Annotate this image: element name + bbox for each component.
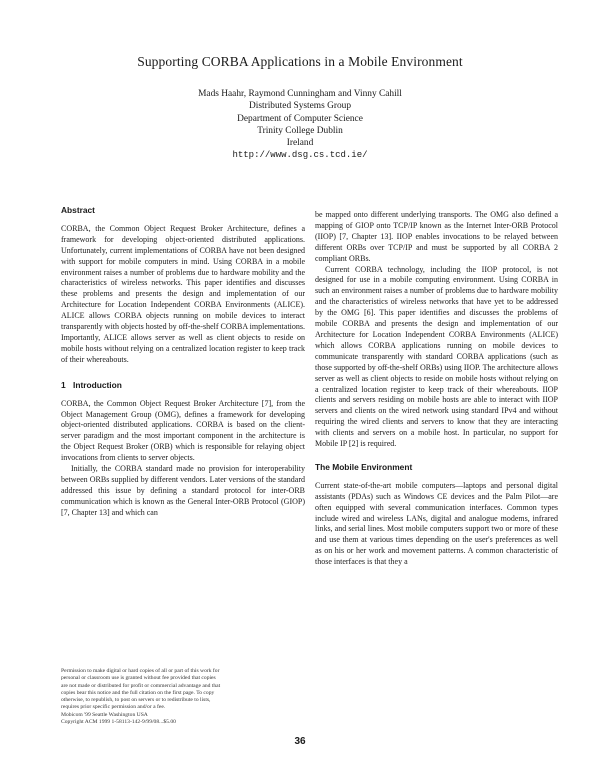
page-number: 36 [294, 736, 306, 747]
author-block [0, 88, 600, 162]
author-url[interactable]: http://www.dsg.cs.tcd.ie/ [232, 150, 368, 161]
author-country: Ireland [286, 138, 314, 149]
footnote-line: are not made or distributed for profit or commercial advantage and that [61, 682, 221, 689]
mobile-environment-heading: The Mobile Environment [315, 461, 413, 472]
introduction-paragraph: CORBA, the Common Object Request Broker Architecture [7], from the Object Management Group (OMG), defines a framework for developing object-oriented distributed applications. CORBA is based on the client-server paradigm and the most important component in the architecture is the Object Request Broker (ORB) which is responsible for relaying object invocations from clients to server objects. [61, 398, 305, 463]
abstract-text: CORBA, the Common Object Request Broker Architecture, defines a framework for developing object-oriented distributed applications. Unfortunately, current implementations of CORBA have not been designed with support for mobile computers in mind. Using CORBA in a mobile environment raises a number of problems due to hardware mobility and the characteristics of wireless networks. This paper identifies and discusses these problems and presents the design and implementation of our Architecture for Location Independent CORBA Environments (ALICE). ALICE allows CORBA objects running on mobile devices to interact transparently with objects hosted by off-the-shelf CORBA implementations. Importantly, ALICE allows server as well as client objects to reside on mobile hosts without relying on a centralized location register to keep track of their whereabouts. [61, 223, 305, 364]
body-paragraph: Current CORBA technology, including the IIOP protocol, is not designed for use in a mobile computing environment. Using CORBA in such an environment raises a number of problems due to hardware mobility and the characteristics of wireless networks that have yet to be addressed by the OMG [6]. This paper identifies and discusses the problems of mobile CORBA and presents the design and implementation of our Architecture for Location Independent CORBA Environments (ALICE) which allows CORBA applications running on mobile devices to communicate transparently with standard CORBA applications (such as those supported by off-the-shelf ORBs) using IIOP. The architecture allows server as well as client objects to reside on mobile hosts without relying on a centralized location register to keep track of their whereabouts. IIOP clients and servers residing on mobile hosts are able to interact with IIOP servers and clients on the wired network using standard IPv4 and without requiring the wired clients and servers to know that they are interacting with clients and servers on a mobile host. In particular, no support for Mobile IP [2] is required. [315, 264, 558, 449]
paper-title: Supporting CORBA Applications in a Mobile Environment [137, 54, 463, 69]
footnote-line: requires prior specific permission and/or a fee. [61, 704, 166, 711]
introduction-number: 1 [61, 379, 66, 390]
mobile-environment-paragraph: Current state-of-the-art mobile computers—laptops and personal digital assistants (PDAs) such as Windows CE devices and the Palm Pilot—are often equipped with several communication interfaces. Common types include wired and wireless LANs, digital and analogue modems, infrared links, and serial lines. Most mobile computers support two or more of these and use them at various times depending on the user's preferences as well as on his or her work and movement patterns. A common characteristic of those interfaces is that they a [315, 480, 558, 567]
introduction-paragraph: Initially, the CORBA standard made no provision for interoperability between ORBs supplied by different vendors. Later versions of the standard addressed this issue by defining a standard protocol for inter-ORB communication which is known as the General Inter-ORB Protocol (GIOP) [7, Chapter 13] and which can [61, 464, 305, 517]
footnote-line: Copyright ACM 1999 1-58113-142-9/99/08...$5.00 [61, 719, 176, 726]
footnote-line: otherwise, to republish, to post on servers or to redistribute to lists, [61, 697, 211, 704]
footnote-line: personal or classroom use is granted without fee provided that copies [61, 675, 216, 682]
author-names: Mads Haahr, Raymond Cunningham and Vinny Cahill [198, 89, 402, 99]
introduction-heading [61, 380, 305, 391]
footnote-line: Permission to make digital or hard copies of all or part of this work for [61, 668, 220, 674]
author-college: Trinity College Dublin [257, 125, 343, 136]
author-department: Department of Computer Science [237, 113, 363, 124]
right-column [315, 210, 558, 568]
introduction-title: Introduction [73, 379, 122, 390]
left-column [61, 205, 305, 519]
author-group: Distributed Systems Group [248, 101, 352, 112]
footnote-line: copies bear this notice and the full citation on the first page. To copy [61, 689, 215, 696]
copyright-footnote [61, 668, 293, 726]
body-paragraph: be mapped onto different underlying transports. The OMG also defined a mapping of GIOP onto TCP/IP known as the Internet Inter-ORB Protocol (IIOP) [7, Chapter 13]. IIOP enables invocations to be relayed between different ORBs over TCP/IP and must be supported by all CORBA 2 compliant ORBs. [315, 210, 558, 263]
abstract-heading: Abstract [61, 205, 95, 215]
footnote-line: Mobicom '99 Seattle Washington USA [61, 711, 148, 718]
